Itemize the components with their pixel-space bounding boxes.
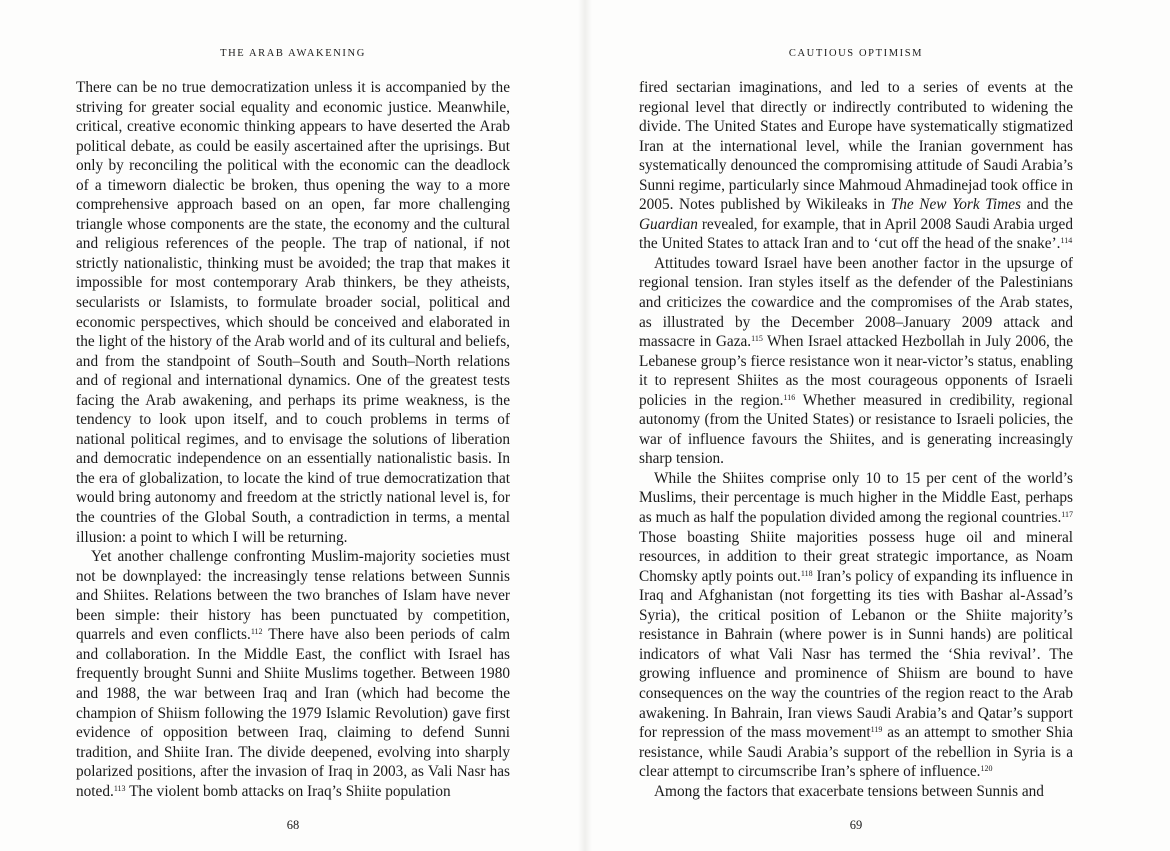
text-run: Iran’s policy of expanding its influence in Iraq and Afghanistan (not forgetting its ties with Bashar al-Assad’s Syria), the critical position of Lebanon or the Shiite majority’s resistance in Bahrain (where power is in Sunni hands) are political indicators of what Vali Nasr has termed the ‘Shia revival’. The growing influence and prominence of Shiism are bound to have consequences on the way the countries of the region react to the Arab awakening. In Bahrain, Iran views Saudi Arabia’s and Qatar’s support for repression of the mass movement bbox=[639, 567, 1073, 742]
text-run: The violent bomb attacks on Iraq’s Shiite population bbox=[125, 782, 451, 800]
italic-title: Guardian bbox=[639, 215, 698, 233]
paragraph bbox=[76, 547, 510, 801]
text-run: There have also been periods of calm and collaboration. In the Middle East, the conflict with Israel has frequently brought Sunni and Shiite Muslims together. Between 1980 and 1988, the war between Iraq and Iran (which had become the champion of Shiism following the 1979 Islamic Revolution) gave first evidence of opposition between Iraq, claiming to defend Sunni tradition, and Shiite Iran. The divide deepened, evolving into sharply polarized positions, after the invasion of Iraq in 2003, as Vali Nasr has noted. bbox=[76, 626, 510, 800]
footnote-reference: 116 bbox=[783, 392, 796, 402]
right-page bbox=[585, 0, 1170, 851]
paragraph bbox=[639, 782, 1073, 802]
page-number-right: 69 bbox=[849, 818, 863, 832]
italic-title: The New York Times bbox=[890, 196, 1021, 214]
paragraph bbox=[76, 78, 510, 547]
text-run: Attitudes toward Israel have been another factor in the upsurge of regional tension. Iran styles itself as the defender of the Palestinians and criticizes the cowardice and the compromises of the Arab states, as illustrated by the December 2008–January 2009 attack and massacre in Gaza. bbox=[639, 254, 1073, 351]
text-run: as an attempt to smother Shia resistance, while Saudi Arabia’s support of the rebellion in Syria is a clear attempt to circumscribe Iran’s sphere of influence. bbox=[639, 724, 1074, 781]
text-run: When Israel attacked Hezbollah in July 2006, the Lebanese group’s fierce resistance won it near-victor’s status, enabling it to represent Shiites as the most courageous opponents of Israeli policies in the region. bbox=[639, 333, 1073, 409]
footnote-reference: 112 bbox=[250, 627, 263, 637]
text-run: While the Shiites comprise only 10 to 15 per cent of the world’s Muslims, their percentage is much higher in the Middle East, perhaps as much as half the population divided among the regional countries. bbox=[639, 469, 1073, 527]
footnote-reference: 113 bbox=[113, 783, 126, 793]
text-run: fired sectarian imaginations, and led to a series of events at the regional level that directly or indirectly contributed to widening the divide. The United States and Europe have systematically stigmatized Iran at the international level, while the Iranian government has systematically denounced the compromising attitude of Saudi Arabia’s Sunni regime, particularly since Mahmoud Ahmadinejad took office in 2005. Notes published by Wikileaks in bbox=[639, 79, 1073, 214]
text-run: revealed, for example, that in April 2008 Saudi Arabia urged the United States to attack Iran and to ‘cut off the head of the snake’. bbox=[639, 215, 1073, 253]
footnote-reference: 120 bbox=[980, 764, 993, 774]
paragraph bbox=[639, 254, 1073, 469]
running-head-right: CAUTIOUS OPTIMISM bbox=[788, 48, 924, 59]
right-page-body bbox=[639, 78, 1073, 801]
footnote-reference: 119 bbox=[870, 725, 883, 735]
text-run: Yet another challenge confronting Muslim-majority societies must not be downplayed: the increasingly tense relations between Sunnis and Shiites. Relations between the two branches of Islam have never been simple: their history has been punctuated by competition, quarrels and even conflicts. bbox=[76, 548, 510, 644]
text-run: Those boasting Shiite majorities possess huge oil and mineral resources, in addition to their great strategic importance, as Noam Chomsky aptly points out. bbox=[639, 528, 1073, 585]
running-head-left: THE ARAB AWAKENING bbox=[220, 48, 366, 59]
footnote-reference: 114 bbox=[1060, 236, 1073, 246]
text-run: There can be no true democratization unless it is accompanied by the striving for greater social equality and economic justice. Meanwhile, critical, creative economic thinking appears to have deserted the Arab political debate, as could be easily ascertained after the uprisings. But only by reconciling the political with the economic can the deadlock of a timeworn dialectic be broken, thus opening the way to a more comprehensive approach based on an open, far more challenging triangle whose components are the state, the economy and the cultural and religious references of the people. The trap of national, if not strictly nationalistic, thinking must be avoided; the trap that makes it impossible for most contemporary Arab thinkers, be they atheists, secularists or Islamists, to formulate broader social, political and economic perspectives, which should be conceived and elaborated in the light of the history of the Arab world and of its cultural and beliefs, and from the standpoint of South–South and South–North relations and of regional and international dynamics. One of the greatest tests facing the Arab awakening, and perhaps its prime weakness, is the tendency to look upon itself, and to couch problems in terms of national political regimes, and to envisage the solutions of liberation and democratic independence on an essentially nationalistic basis. In the era of globalization, to locate the kind of true democratization that would bring autonomy and freedom at the strictly national level is, for the countries of the Global South, a contradiction in terms, a mental illusion: a point to which I will be returning. bbox=[76, 79, 510, 546]
text-run: and the bbox=[1020, 196, 1073, 214]
text-run: Among the factors that exacerbate tensions between Sunnis and bbox=[654, 782, 1044, 800]
page-number-left: 68 bbox=[286, 818, 300, 832]
footnote-reference: 115 bbox=[751, 334, 763, 344]
footnote-reference: 117 bbox=[1061, 510, 1073, 520]
footnote-reference: 118 bbox=[800, 568, 813, 578]
text-run: Whether measured in credibility, regional autonomy (from the United States) or resistance to Israeli policies, the war of influence favours the Shiites, and is generating increasingly sharp tension. bbox=[639, 391, 1073, 468]
paragraph bbox=[639, 78, 1073, 254]
paragraph bbox=[639, 469, 1073, 782]
left-page-body bbox=[76, 78, 510, 801]
